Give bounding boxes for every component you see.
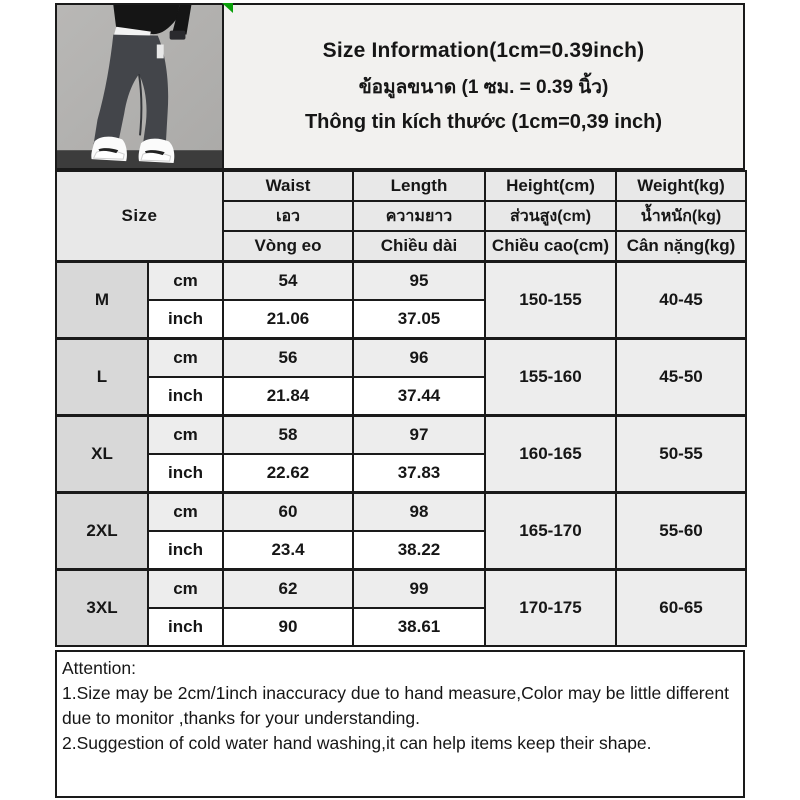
col-weight-th: น้ำหนัก(kg) [616, 201, 746, 231]
attention-item-1: 1.Size may be 2cm/1inch inaccuracy due to hand measure,Color may be little different due to monitor ,thanks for your understanding. [62, 682, 729, 728]
waist-cm-value: 54 [223, 262, 353, 301]
weight-range-value: 60-65 [616, 570, 746, 647]
col-waist-vi: Vòng eo [223, 231, 353, 262]
size-label: 2XL [56, 493, 148, 570]
waist-inch-value: 90 [223, 608, 353, 646]
unit-cm-label: cm [148, 262, 223, 301]
height-range-value: 165-170 [485, 493, 616, 570]
size-table-header [56, 171, 746, 262]
unit-inch-label: inch [148, 454, 223, 493]
title-thai: ข้อมูลขนาด (1 ซม. = 0.39 นิ้ว) [358, 77, 609, 98]
col-height-en: Height(cm) [485, 171, 616, 201]
size-table-body [56, 262, 746, 647]
height-range-value: 160-165 [485, 416, 616, 493]
waist-cm-value: 56 [223, 339, 353, 378]
size-table [55, 170, 747, 647]
unit-inch-label: inch [148, 377, 223, 416]
size-row-M-cm [56, 262, 746, 301]
length-inch-value: 37.44 [353, 377, 485, 416]
size-label: XL [56, 416, 148, 493]
size-row-L-cm [56, 339, 746, 378]
unit-cm-label: cm [148, 493, 223, 532]
height-range-value: 150-155 [485, 262, 616, 339]
col-length-vi: Chiều dài [353, 231, 485, 262]
col-length-th: ความยาว [353, 201, 485, 231]
length-cm-value: 97 [353, 416, 485, 455]
length-cm-value: 99 [353, 570, 485, 609]
waist-inch-value: 21.84 [223, 377, 353, 416]
col-waist-en: Waist [223, 171, 353, 201]
waist-cm-value: 62 [223, 570, 353, 609]
size-corner-header: Size [56, 171, 223, 262]
length-inch-value: 37.05 [353, 300, 485, 339]
size-chart-page [55, 3, 745, 798]
weight-range-value: 45-50 [616, 339, 746, 416]
size-row-3XL-cm [56, 570, 746, 609]
size-row-XL-cm [56, 416, 746, 455]
length-inch-value: 38.61 [353, 608, 485, 646]
product-photo-illustration [57, 5, 222, 168]
waist-inch-value: 21.06 [223, 300, 353, 339]
length-cm-value: 95 [353, 262, 485, 301]
product-photo [57, 5, 224, 168]
unit-cm-label: cm [148, 339, 223, 378]
length-cm-value: 98 [353, 493, 485, 532]
attention-note [55, 650, 745, 798]
length-cm-value: 96 [353, 339, 485, 378]
title-vietnamese: Thông tin kích thước (1cm=0,39 inch) [304, 111, 663, 133]
col-weight-vi: Cân nặng(kg) [616, 231, 746, 262]
size-info-title-box [224, 5, 743, 168]
weight-range-value: 55-60 [616, 493, 746, 570]
col-waist-th: เอว [223, 201, 353, 231]
unit-inch-label: inch [148, 608, 223, 646]
weight-range-value: 40-45 [616, 262, 746, 339]
weight-range-value: 50-55 [616, 416, 746, 493]
size-label: 3XL [56, 570, 148, 647]
unit-inch-label: inch [148, 531, 223, 570]
unit-cm-label: cm [148, 416, 223, 455]
col-length-en: Length [353, 171, 485, 201]
unit-inch-label: inch [148, 300, 223, 339]
waist-inch-value: 22.62 [223, 454, 353, 493]
size-label: M [56, 262, 148, 339]
height-range-value: 155-160 [485, 339, 616, 416]
waist-cm-value: 60 [223, 493, 353, 532]
length-inch-value: 38.22 [353, 531, 485, 570]
size-row-2XL-cm [56, 493, 746, 532]
header-section [55, 3, 745, 170]
unit-cm-label: cm [148, 570, 223, 609]
waist-cm-value: 58 [223, 416, 353, 455]
size-label: L [56, 339, 148, 416]
col-height-th: ส่วนสูง(cm) [485, 201, 616, 231]
title-english: Size Information(1cm=0.39inch) [322, 39, 645, 62]
col-weight-en: Weight(kg) [616, 171, 746, 201]
green-corner-marker [222, 3, 233, 13]
waist-inch-value: 23.4 [223, 531, 353, 570]
attention-heading: Attention: [62, 658, 136, 678]
col-height-vi: Chiều cao(cm) [485, 231, 616, 262]
height-range-value: 170-175 [485, 570, 616, 647]
length-inch-value: 37.83 [353, 454, 485, 493]
attention-item-2: 2.Suggestion of cold water hand washing,it can help items keep their shape. [62, 732, 652, 753]
